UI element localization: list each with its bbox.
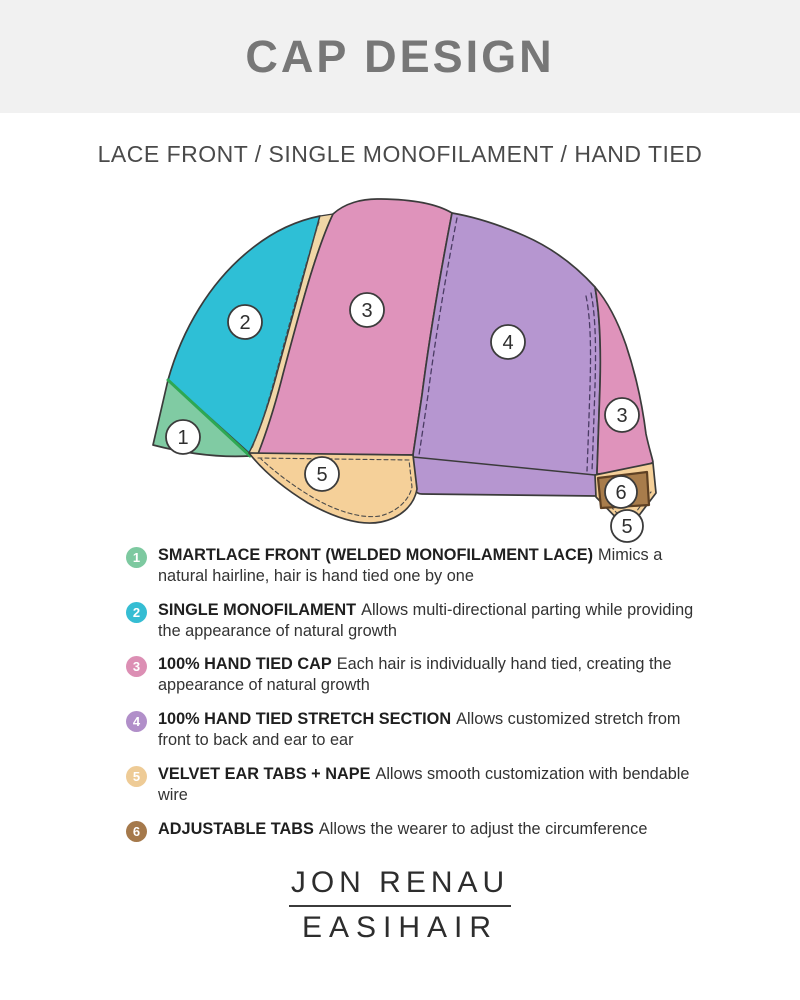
legend-label-1: SMARTLACE FRONT (WELDED MONOFILAMENT LACE) [158, 546, 594, 564]
header-band [0, 0, 800, 113]
marker-5-nape-num: 5 [621, 516, 633, 538]
legend-dot-6 [126, 821, 147, 842]
legend-label-5: VELVET EAR TABS + NAPE [158, 764, 371, 783]
region-3-side-panel [595, 287, 653, 474]
legend-dot-3-num: 3 [132, 659, 141, 675]
legend-item-4 [126, 709, 706, 751]
subtitle: LACE FRONT / SINGLE MONOFILAMENT / HAND TIED [97, 141, 703, 167]
marker-3-top-num: 3 [361, 300, 373, 322]
marker-5-nape [611, 510, 643, 542]
marker-2 [228, 305, 262, 339]
legend-dot-5 [126, 766, 147, 787]
brand-logo-line1: JON RENAU [290, 866, 510, 899]
legend-text-1 [158, 545, 698, 587]
legend-desc-4: Allows customized stretch from front to back and ear to ear [158, 710, 681, 750]
legend-item-5 [126, 764, 706, 806]
marker-6-num: 6 [615, 482, 627, 504]
cap-diagram-svg [130, 190, 690, 550]
brand-logo-divider [289, 905, 511, 907]
legend-desc-2: Allows multi-directional parting while providing the appearance of natural growth [158, 600, 694, 640]
legend-dot-1 [126, 547, 147, 568]
marker-5-ear-num: 5 [316, 464, 328, 486]
legend-dot-6-num: 6 [132, 823, 141, 839]
page-title: CAP DESIGN [245, 30, 555, 82]
marker-3-side [605, 398, 639, 432]
marker-3-side-num: 3 [616, 405, 628, 427]
legend-text-4 [158, 709, 698, 751]
brand-logo [0, 866, 800, 945]
marker-1 [166, 420, 200, 454]
legend-desc-1: Mimics a natural hairline, hair is hand tied one by one [158, 546, 663, 585]
legend-label-4: 100% HAND TIED STRETCH SECTION [158, 710, 452, 729]
legend-item-2 [126, 600, 706, 642]
legend-dot-4-num: 4 [132, 714, 141, 730]
legend-label-2: SINGLE MONOFILAMENT [158, 600, 357, 619]
legend-label-3: 100% HAND TIED CAP [158, 655, 332, 674]
marker-5-ear [305, 457, 339, 491]
legend-text-6 [158, 819, 698, 840]
marker-2-num: 2 [239, 312, 251, 334]
marker-3-top [350, 293, 384, 327]
brand-logo-line2: EASIHAIR [301, 911, 499, 944]
legend-text-2 [158, 600, 698, 642]
legend-text-5 [158, 764, 698, 806]
cap-diagram [130, 190, 690, 550]
legend-dot-2 [126, 602, 147, 623]
legend-item-3 [126, 654, 706, 696]
legend-text-3 [158, 654, 698, 696]
marker-4-num: 4 [502, 332, 514, 354]
legend-label-6: ADJUSTABLE TABS [158, 819, 314, 838]
legend-dot-2-num: 2 [132, 604, 141, 620]
legend-dot-5-num: 5 [132, 768, 141, 784]
legend-dot-1-num: 1 [132, 550, 141, 565]
marker-1-num: 1 [177, 427, 189, 449]
legend-item-6 [126, 819, 706, 842]
marker-6 [605, 476, 637, 508]
marker-4 [491, 325, 525, 359]
legend-item-1 [126, 545, 706, 587]
legend-dot-4 [126, 711, 147, 732]
legend-desc-3: Each hair is individually hand tied, creating the appearance of natural growth [158, 655, 672, 695]
legend-desc-6: Allows the wearer to adjust the circumference [318, 819, 648, 838]
legend-dot-3 [126, 656, 147, 677]
legend-list [126, 545, 706, 855]
legend-desc-5: Allows smooth customization with bendable wire [158, 764, 690, 804]
